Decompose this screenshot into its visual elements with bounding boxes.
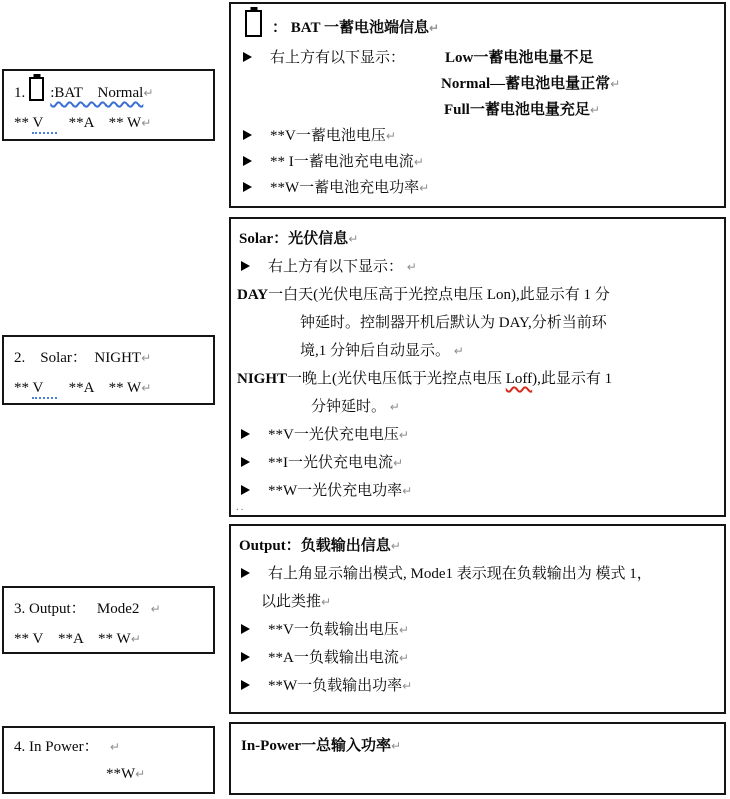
pilcrow-mark: ↵: [589, 103, 600, 117]
arrow-bullet-icon: [241, 429, 250, 439]
arrow-bullet-icon: [241, 485, 250, 495]
title-text: In-Power一总输入功率: [241, 738, 391, 754]
inpower-label-text: 4. In Power：: [14, 739, 110, 755]
bullet-text: 右上方有以下显示：: [268, 259, 407, 275]
day-paragraph-line3: [237, 337, 716, 365]
pilcrow-mark: ↵: [428, 21, 440, 35]
night-paragraph-line1: [237, 365, 716, 393]
pilcrow-mark: ↵: [389, 400, 400, 414]
arrow-bullet-icon: [243, 130, 252, 140]
bullet-item: [239, 449, 716, 477]
pilcrow-mark: ↵: [398, 623, 409, 637]
battery-icon: [29, 77, 44, 101]
output-info-title: [239, 532, 714, 560]
pilcrow-mark: ↵: [141, 116, 152, 130]
arrow-bullet-icon: [243, 156, 252, 166]
inpower-display-line2: [14, 761, 205, 788]
stray-dots-artifact: ..: [236, 501, 246, 513]
pilcrow-mark: ↵: [453, 344, 464, 358]
day-paragraph-line1: [237, 281, 716, 309]
values-post: **A ** W: [57, 115, 142, 131]
arrow-bullet-icon: [243, 52, 252, 62]
night-text: 分钟延时。: [311, 399, 390, 415]
bullet-item: [241, 149, 714, 175]
pilcrow-mark: ↵: [398, 428, 409, 442]
pilcrow-mark: ↵: [385, 129, 396, 143]
title-en: Output：: [239, 538, 301, 554]
values-text: ** V **A ** W: [14, 631, 131, 647]
bullet-text: **V一蓄电池电压: [270, 128, 386, 144]
day-text: 一白天(光伏电压高于光控点电压 Lon),此显示有 1 分: [268, 287, 610, 303]
status-normal-line: [241, 71, 714, 97]
title-zh: 光伏信息: [288, 231, 349, 247]
loff-misspell-text: Loff: [505, 371, 533, 387]
pilcrow-mark: ↵: [135, 767, 146, 781]
arrow-bullet-icon: [241, 652, 250, 662]
day-text: 钟延时。控制器开机后默认为 DAY,分析当前环: [300, 315, 607, 331]
panel-display-inpower: [2, 726, 215, 794]
bullet-item: [239, 560, 714, 588]
values-pre: **: [14, 380, 33, 396]
arrow-bullet-icon: [241, 457, 250, 467]
pilcrow-mark: ↵: [391, 739, 402, 753]
bullet-text: 右上角显示输出模式, Mode1 表示现在负载输出为 模式 1，: [268, 566, 652, 582]
arrow-bullet-icon: [243, 182, 252, 192]
night-keyword: NIGHT: [237, 371, 288, 387]
title-text: BAT 一蓄电池端信息: [287, 20, 429, 36]
bullet-text: **A一负载输出电流: [268, 650, 399, 666]
title-colon: ：: [272, 20, 288, 36]
pilcrow-mark: ↵: [143, 86, 154, 100]
item-number: 1.: [14, 85, 26, 101]
inpower-info-title: [241, 732, 714, 760]
pilcrow-mark: ↵: [406, 260, 417, 274]
bullet-item: [241, 175, 714, 201]
solar-info-title: [239, 225, 716, 253]
day-paragraph-line2: [237, 309, 716, 337]
arrow-bullet-icon: [241, 568, 250, 578]
pilcrow-mark: ↵: [398, 651, 409, 665]
values-pre: **: [14, 115, 33, 131]
output-status-text: 3. Output： Mode2: [14, 601, 151, 617]
night-paragraph-line2: [237, 393, 716, 421]
bullet-text: **W一负载输出功率: [268, 678, 403, 694]
pilcrow-mark: ↵: [419, 181, 430, 195]
mode-text: 以此类推: [261, 594, 322, 610]
bullet-item: [239, 672, 714, 700]
arrow-bullet-icon: [241, 680, 250, 690]
pilcrow-mark: ↵: [348, 232, 359, 246]
panel-info-output: [229, 524, 726, 714]
solar-display-line1: [14, 343, 205, 373]
bullet-item: [239, 644, 714, 672]
panel-info-bat: [229, 2, 726, 208]
bat-status-text: :BAT Normal: [50, 85, 144, 101]
day-text: 境,1 分钟后自动显示。: [300, 343, 454, 359]
pilcrow-mark: ↵: [141, 351, 152, 365]
pilcrow-mark: ↵: [393, 456, 404, 470]
night-text: ),此显示有 1: [532, 371, 613, 387]
bullet-item: [239, 616, 714, 644]
title-zh: 负载输出信息: [300, 538, 391, 554]
output-display-line2: [14, 624, 205, 654]
battery-icon: [245, 10, 262, 37]
pilcrow-mark: ↵: [130, 632, 141, 646]
status-full-line: [241, 97, 714, 123]
pilcrow-mark: ↵: [413, 155, 424, 169]
status-normal-text: Normal—蓄电池电量正常: [441, 76, 611, 92]
panel-display-bat: [2, 69, 215, 141]
bullet-text: 右上方有以下显示：: [270, 50, 406, 66]
arrow-bullet-icon: [241, 624, 250, 634]
values-post: **A ** W: [57, 380, 142, 396]
solar-display-line2: [14, 373, 205, 403]
bullet-text: **I一光伏充电电流: [268, 455, 393, 471]
bullet-text: ** I一蓄电池充电电流: [270, 154, 414, 170]
inpower-value-text: **W: [106, 766, 136, 782]
bullet-item: [241, 123, 714, 149]
panel-info-solar: [229, 217, 726, 517]
arrow-bullet-icon: [241, 261, 250, 271]
panel-display-output: [2, 586, 215, 654]
solar-status-text: 2. Solar： NIGHT: [14, 350, 142, 366]
bullet-text: **W一蓄电池充电功率: [270, 180, 420, 196]
values-underlined: V: [32, 380, 57, 399]
bullet-item: [239, 477, 716, 505]
pilcrow-mark: ↵: [141, 381, 152, 395]
night-text: 一晚上(光伏电压低于光控点电压: [287, 371, 506, 387]
pilcrow-mark: ↵: [321, 595, 332, 609]
pilcrow-mark: ↵: [402, 679, 413, 693]
day-keyword: DAY: [237, 287, 269, 303]
mode-paragraph-line2: [239, 588, 714, 616]
bullet-item: [241, 45, 714, 71]
panel-display-solar: [2, 335, 215, 405]
status-low-text: Low一蓄电池电量不足: [445, 50, 594, 66]
pilcrow-mark: ↵: [390, 539, 401, 553]
pilcrow-mark: ↵: [150, 602, 161, 616]
panel-info-inpower: [229, 722, 726, 795]
status-full-text: Full一蓄电池电量充足: [444, 102, 590, 118]
bat-display-line2: [14, 108, 205, 138]
bat-display-line1: [14, 77, 205, 108]
values-underlined: V: [32, 115, 57, 134]
output-display-line1: [14, 594, 205, 624]
bullet-item: [239, 421, 716, 449]
bullet-item: [239, 253, 716, 281]
bullet-text: **W一光伏充电功率: [268, 483, 403, 499]
bat-info-title: [241, 10, 714, 45]
bullet-text: **V一负载输出电压: [268, 622, 399, 638]
pilcrow-mark: ↵: [610, 77, 621, 91]
pilcrow-mark: ↵: [109, 740, 120, 754]
title-en: Solar：: [239, 231, 289, 247]
pilcrow-mark: ↵: [402, 484, 413, 498]
inpower-display-line1: [14, 734, 205, 761]
bullet-text: **V一光伏充电电压: [268, 427, 399, 443]
